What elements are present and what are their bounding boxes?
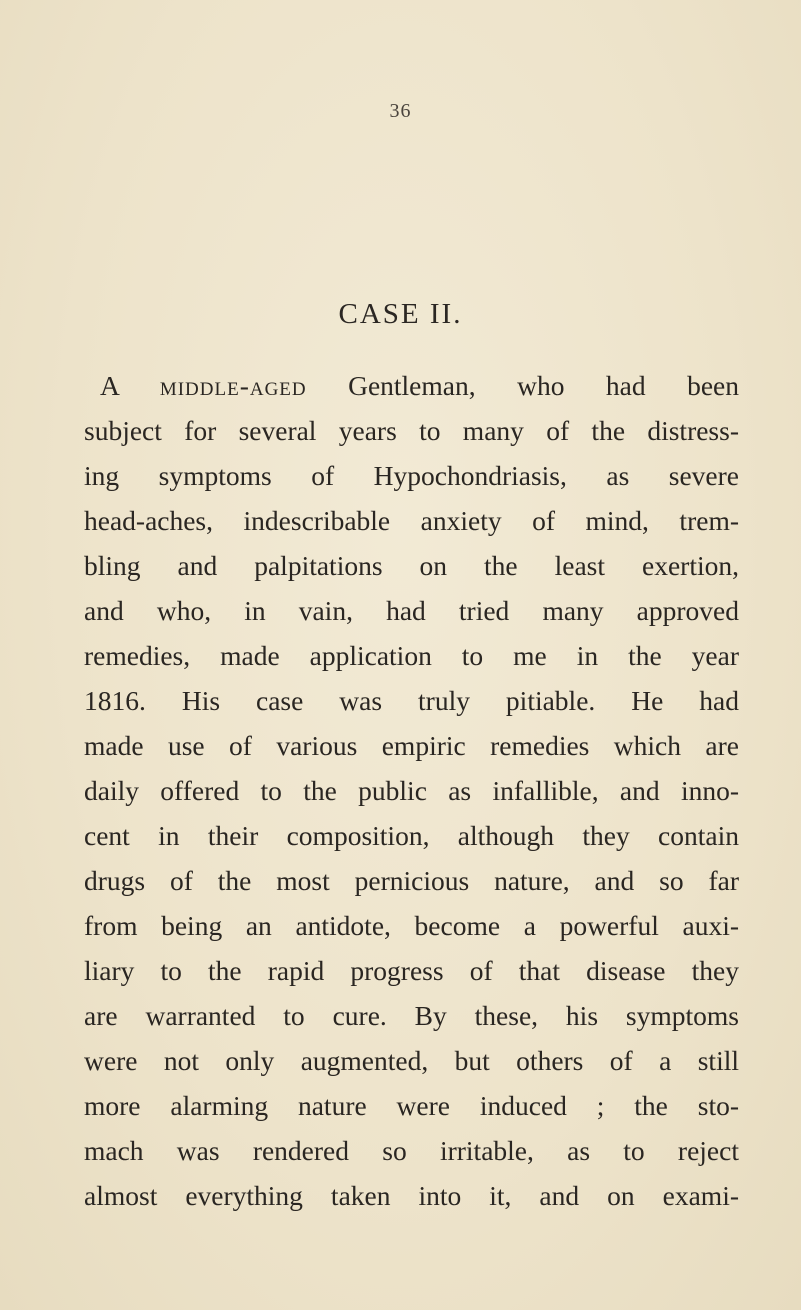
text-line: ing symptoms of Hypochondriasis, as severe xyxy=(84,460,739,491)
text-line: drugs of the most pernicious nature, and so far xyxy=(84,865,739,896)
text-line: more alarming nature were induced ; the sto- xyxy=(84,1090,739,1121)
case-heading: CASE II. xyxy=(338,298,463,330)
text-line: almost everything taken into it, and on exami- xyxy=(84,1180,739,1211)
text-line: 1816. His case was truly pitiable. He had xyxy=(84,685,739,716)
page-number: 36 xyxy=(389,100,412,122)
body-paragraph xyxy=(84,368,739,1223)
text-line: made use of various empiric remedies which are xyxy=(84,730,739,761)
text-line: and who, in vain, had tried many approved xyxy=(84,595,739,626)
text-line: subject for several years to many of the distress- xyxy=(84,415,739,446)
text-line: mach was rendered so irritable, as to reject xyxy=(84,1135,739,1166)
text-line: liary to the rapid progress of that disease they xyxy=(84,955,739,986)
text-line: bling and palpitations on the least exertion, xyxy=(84,550,739,581)
small-caps-phrase: middle-aged xyxy=(159,370,307,401)
line-remainder: Gentleman, who had been xyxy=(306,370,739,401)
text-line: daily offered to the public as infallible, and inno- xyxy=(84,775,739,806)
text-line: cent in their composition, although they contain xyxy=(84,820,739,851)
text-line: remedies, made application to me in the year xyxy=(84,640,739,671)
text-line: head-aches, indescribable anxiety of mind, trem- xyxy=(84,505,739,536)
line-lead-word: A xyxy=(100,370,160,401)
text-line: are warranted to cure. By these, his symptoms xyxy=(84,1000,739,1031)
text-line: from being an antidote, become a powerful auxi- xyxy=(84,910,739,941)
text-line xyxy=(84,368,739,413)
text-line: were not only augmented, but others of a still xyxy=(84,1045,739,1076)
